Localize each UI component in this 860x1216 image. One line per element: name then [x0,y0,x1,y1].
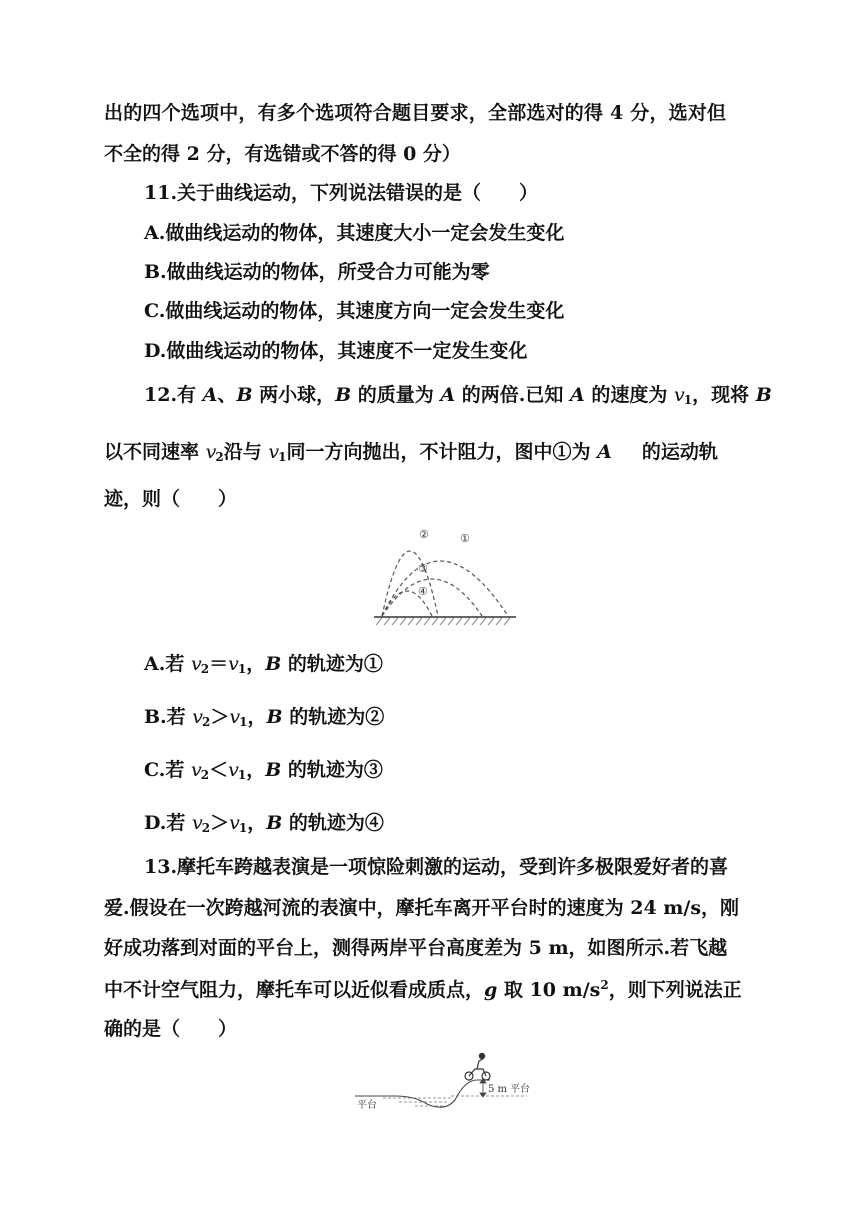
height-marker [480,1079,486,1097]
q11-stem: 11.关于曲线运动，下列说法错误的是（ ） [144,182,539,204]
label-height: 5 m [488,1084,508,1095]
label-trajectory-2: ② [419,528,429,541]
q11-option-a: A.做曲线运动的物体，其速度大小一定会发生变化 [144,222,565,244]
intro-line-1-text: 出的四个选项中，有多个选项符合题目要求，全部选对的得 4 分，选对但 [104,102,727,124]
q13-line-2: 爱.假设在一次跨越河流的表演中，摩托车离开平台时的速度为 24 m/s，刚 [104,897,740,919]
q13-motorcycle-figure [355,1050,545,1114]
q13-line-5: 确的是（ ） [104,1018,238,1040]
label-platform-right: 平台 [510,1084,530,1095]
label-trajectory-4: ④ [418,585,428,598]
trajectory-2 [382,551,438,616]
q12-option-a: A.若 $v_2=v_1$，B 的轨迹为① [144,653,383,676]
trajectory-1 [382,561,508,616]
q12-stem-line-1: 12.有 A、B 两小球，B 的质量为 A 的两倍.已知 A 的速度为 $v_1$，现将 B [144,384,772,407]
label-trajectory-3: ③ [418,562,428,575]
q12-stem-line-2: 以不同速率 $v_2$沿与 $v_1$同一方向抛出，不计阻力，图中①为 A 的运动轨 [104,441,718,464]
q12-stem-line-3: 迹，则（ ） [104,488,238,510]
label-trajectory-1: ① [460,532,470,545]
q12-option-b: B.若 $v_2>v_1$，B 的轨迹为② [144,706,385,729]
q11-option-b: B.做曲线运动的物体，所受合力可能为零 [144,261,490,283]
q11-option-c: C.做曲线运动的物体，其速度方向一定会发生变化 [144,300,565,322]
motorcycle-icon [465,1053,490,1080]
q13-line-1: 13.摩托车跨越表演是一项惊险刺激的运动，受到许多极限爱好者的喜 [144,856,729,878]
trajectory-3 [382,579,482,616]
q13-line-3: 好成功落到对面的平台上，测得两岸平台高度差为 5 m，如图所示.若飞越 [104,937,728,959]
q12-option-c: C.若 $v_2<v_1$，B 的轨迹为③ [144,759,383,782]
intro-line-1 [104,104,756,123]
intro-line-2: 不全的得 2 分，有选错或不答的得 0 分） [104,143,461,165]
label-platform-left: 平台 [357,1100,377,1111]
q12-trajectory-figure [370,524,520,632]
q12-option-d: D.若 $v_2>v_1$，B 的轨迹为④ [144,812,384,835]
q11-option-d: D.做曲线运动的物体，其速度不一定发生变化 [144,340,528,362]
q13-line-4: 中不计空气阻力，摩托车可以近似看成质点，g 取 10 $m/s^2$，则下列说法正 [104,978,742,1001]
